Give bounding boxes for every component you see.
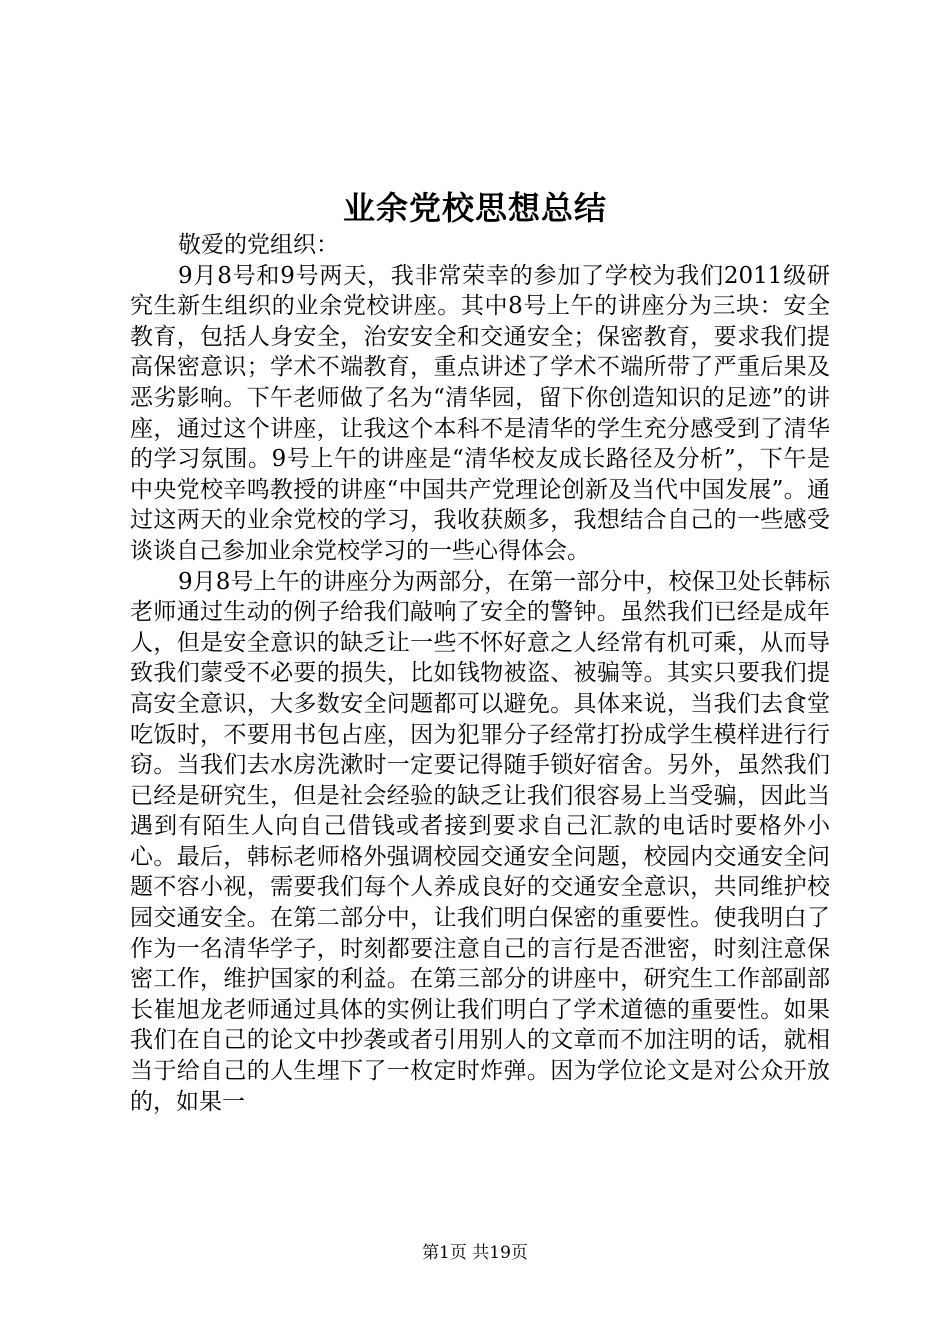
paragraph-2: 9月8号上午的讲座分为两部分，在第一部分中，校保卫处长韩标老师通过生动的例子给我们敲响了安全的警钟。虽然我们已经是成年人，但是安全意识的缺乏让一些不怀好意之人经常有机可乘，从而导致我们蒙受不必要的损失，比如钱物被盗、被骗等。其实只要我们提高安全意识，大多数安全问题都可以避免。具体来说，当我们去食堂吃饭时，不要用书包占座，因为犯罪分子经常打扮成学生模样进行行窃。当我们去水房洗漱时一定要记得随手锁好宿舍。另外，虽然我们已经是研究生，但是社会经验的缺乏让我们很容易上当受骗，因此当遇到有陌生人向自己借钱或者接到要求自己汇款的电话时要格外小心。最后，韩标老师格外强调校园交通安全问题，校园内交通安全问题不容小视，需要我们每个人养成良好的交通安全意识，共同维护校园交通安全。在第二部分中，让我们明白保密的重要性。使我明白了作为一名清华学子，时刻都要注意自己的言行是否泄密，时刻注意保密工作，维护国家的利益。在第三部分的讲座中，研究生工作部副部长崔旭龙老师通过具体的实例让我们明白了学术道德的重要性。如果我们在自己的论文中抄袭或者引用别人的文章而不加注明的话，就相当于给自己的人生埋下了一枚定时炸弹。因为学位论文是对公众开放的，如果一 [130,568,830,1115]
paragraph-1: 9月8号和9号两天，我非常荣幸的参加了学校为我们2011级研究生新生组织的业余党校讲座。其中8号上午的讲座分为三块：安全教育，包括人身安全，治安安全和交通安全；保密教育，要求我们提高保密意识；学术不端教育，重点讲述了学术不端所带了严重后果及恶劣影响。下午老师做了名为“清华园，留下你创造知识的足迹”的讲座，通过这个讲座，让我这个本科不是清华的学生充分感受到了清华的学习氛围。9号上午的讲座是“清华校友成长路径及分析”，下午是中央党校辛鸣教授的讲座“中国共产党理论创新及当代中国发展”。通过这两天的业余党校的学习，我收获颇多，我想结合自己的一些感受谈谈自己参加业余党校学习的一些心得体会。 [130,262,830,564]
document-body [130,230,830,1117]
salutation: 敬爱的党组织： [178,232,339,258]
page-footer: 第1页 共19页 [422,1243,528,1263]
document-title: 业余党校思想总结 [342,189,607,227]
